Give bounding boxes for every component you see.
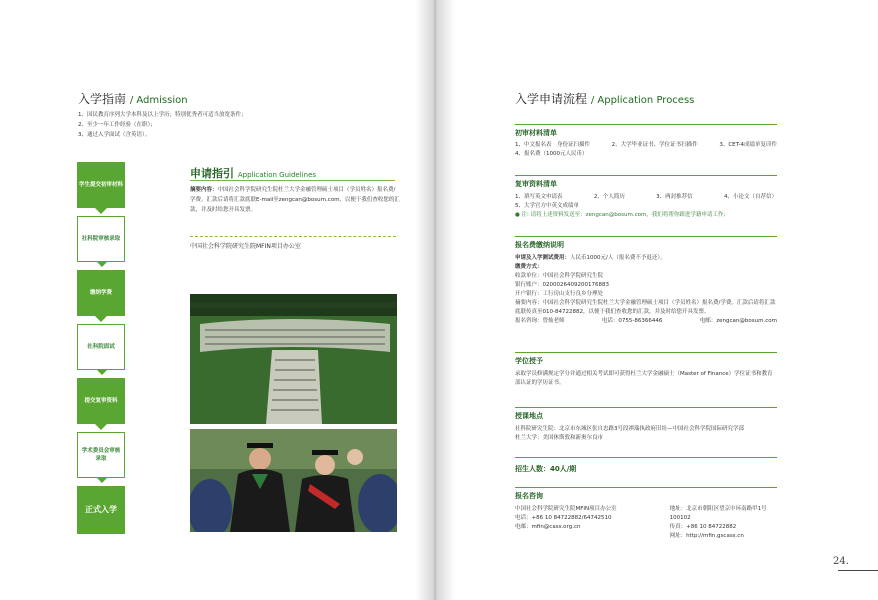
- group-photo: [190, 294, 397, 424]
- bank-account: 银行账户：0200026409200176883: [515, 282, 609, 288]
- flow-step-label: 社科院审核录取: [81, 236, 121, 242]
- flow-step-enroll: [77, 486, 125, 534]
- requirement-item: 1、国民教育序列大学本科及以上学历；特别优秀者可适当放宽条件；: [78, 112, 247, 118]
- admission-flowchart: [77, 162, 125, 542]
- admission-title-en: / Admission: [129, 95, 188, 106]
- flow-step-label: 提交复审资料: [84, 398, 118, 404]
- guide-body: [190, 185, 400, 215]
- degree-section: [515, 352, 777, 388]
- contact-person: 报名咨询：曾灿老师: [515, 318, 565, 324]
- enrollment-section: [515, 457, 777, 474]
- flow-step-submit-initial: [77, 162, 125, 208]
- requirement-item: 3、通过入学面试（含英语）。: [78, 132, 151, 138]
- flow-step-pay-tuition: [77, 270, 125, 316]
- section-heading: 报名费缴纳说明: [515, 241, 564, 249]
- down-arrow-icon: [96, 369, 108, 375]
- section-heading: 初审材料清单: [515, 129, 557, 137]
- requirement-item: 2、至少一年工作经验（在职）；: [78, 122, 156, 128]
- section-heading: 报名咨询: [515, 492, 543, 500]
- section-heading: 招生人数：40人/期: [515, 465, 577, 473]
- admission-title: [78, 90, 188, 107]
- list-item: 1、中文报名表 身份证扫描件: [515, 142, 591, 148]
- divider: [515, 457, 777, 458]
- guide-title: [190, 165, 316, 181]
- flow-step-label: 正式入学: [85, 505, 117, 514]
- divider: [515, 352, 777, 353]
- process-title-cn: 入学申请流程: [515, 92, 588, 106]
- divider: [515, 124, 777, 125]
- contact-email: 电邮：zengcan@bosum.com: [699, 318, 777, 324]
- dashed-divider: [190, 236, 396, 237]
- list-item: 2、大学毕业证书、学位证书扫描件: [611, 142, 698, 148]
- degree-text: 录取学员修满规定学分并通过相关考试即可获得杜兰大学金融硕士（Master of Finance）学位证书和教育部认证的学历证书。: [515, 371, 773, 386]
- initial-materials-section: [515, 124, 777, 159]
- section-heading: 复审资料清单: [515, 180, 557, 188]
- down-arrow-icon: [95, 208, 107, 214]
- guide-body-label: 摘要内容：: [190, 187, 218, 193]
- group-photo-illustration: [190, 294, 397, 424]
- location-line: 社科院研究生院：北京市东城区张自忠路3号段祺瑞执政府旧址—中国社会科学院国际研究学部: [515, 426, 745, 432]
- list-item: 3、两封推荐信: [656, 194, 693, 200]
- divider: [515, 407, 777, 408]
- contact-phone: 电话：0755-86366446: [601, 318, 663, 324]
- fee-section: [515, 236, 777, 326]
- flow-step-review-admit: [77, 216, 125, 262]
- review-materials-section: [515, 175, 777, 220]
- flow-step-submit-review: [77, 378, 125, 424]
- list-item: 4、小论文（自荐信）: [723, 194, 777, 200]
- down-arrow-icon: [96, 261, 108, 267]
- location-section: [515, 407, 777, 443]
- note-text: ● 注: 请将上述资料发送至：zengcan@bosum.com，我们将帮你跟进学籍申请工作；: [515, 212, 729, 218]
- contact-email: 电邮：mfin@cass.org.cn: [515, 524, 581, 530]
- flow-step-committee: [77, 432, 125, 478]
- flow-step-label: 学术委员会审核录取: [81, 448, 121, 462]
- section-heading: 学位授予: [515, 357, 543, 365]
- flow-step-interview: [77, 324, 125, 370]
- down-arrow-icon: [95, 316, 107, 322]
- guide-title-cn: 申请指引: [190, 167, 234, 180]
- admission-title-cn: 入学指南: [78, 92, 127, 106]
- list-item: 4、报名费（1000元人民币）: [515, 151, 588, 157]
- fee-text: 人民币1000元/人（报名费不予退还）。: [570, 255, 666, 261]
- section-heading: 授课地点: [515, 412, 543, 420]
- process-title: [515, 90, 694, 107]
- list-item: 1、填写英文申请表: [515, 194, 563, 200]
- graduation-photo-illustration: [190, 429, 397, 532]
- flow-step-label: 缴纳学费: [89, 290, 112, 296]
- fee-label: 申请及入学测试费用：: [515, 255, 571, 261]
- requirements-list: [78, 110, 247, 140]
- process-title-en: / Application Process: [590, 95, 695, 106]
- guide-body-text: 中国社会科学院研究生院杜兰大学金融管理硕士项目（学员姓名）报名费/学费。汇款后请将汇款底联E-mail至zengcan@bosum.com，以便于我们查收您的汇款，并及时给您开具发票。: [190, 187, 400, 213]
- list-item: 3、CET-4成绩单复印件: [719, 142, 777, 148]
- contact-section: [515, 487, 777, 541]
- page-number-underline: [838, 570, 878, 571]
- guide-title-en: Application Guidelines: [237, 171, 317, 179]
- location-line: 杜兰大学：美国休斯敦和新奥尔良市: [515, 435, 604, 441]
- payee: 收款单位：中国社会科学院研究生院: [515, 273, 604, 279]
- contact-org: 中国社会科学院研究生院MFIN项目办公室: [515, 506, 617, 512]
- flow-step-label: 社科院面试: [87, 344, 115, 350]
- divider: [515, 175, 777, 176]
- down-arrow-icon: [96, 477, 108, 483]
- remittance-note: 摘要内容：中国社会科学院研究生院杜兰大学金融管理硕士项目（学员姓名）报名费/学费。汇款后请将汇款底联传真至010-84722882，以便于我们查收您的汇款，并及时给您开具发票。: [515, 300, 776, 315]
- divider: [515, 487, 777, 488]
- bank-name: 开户银行：工行房山支行良乡分理处: [515, 291, 604, 297]
- list-item: 2、个人简历: [593, 194, 625, 200]
- divider: [515, 236, 777, 237]
- flow-step-label: 学生提交初审材料: [79, 182, 124, 188]
- book-gutter: [415, 0, 455, 600]
- contact-web: 网址：http://mfin.gscass.cn: [669, 533, 744, 539]
- contact-fax: 传真：+86 10 84722882: [669, 524, 737, 530]
- contact-tel: 电话：+86 10 84722882/64742510: [515, 515, 612, 521]
- office-name: 中国社会科学院研究生院MFIN项目办公室: [190, 243, 301, 250]
- page-number: 24.: [833, 556, 849, 567]
- graduation-photo: [190, 429, 397, 532]
- down-arrow-icon: [95, 424, 107, 430]
- list-item: 5、大学官方中英文成绩单: [515, 203, 580, 209]
- contact-address: 地址：北京市朝阳区望京中环南路甲1号100102: [669, 506, 767, 521]
- divider: [190, 180, 395, 181]
- payment-method-label: 缴费方式：: [515, 264, 543, 270]
